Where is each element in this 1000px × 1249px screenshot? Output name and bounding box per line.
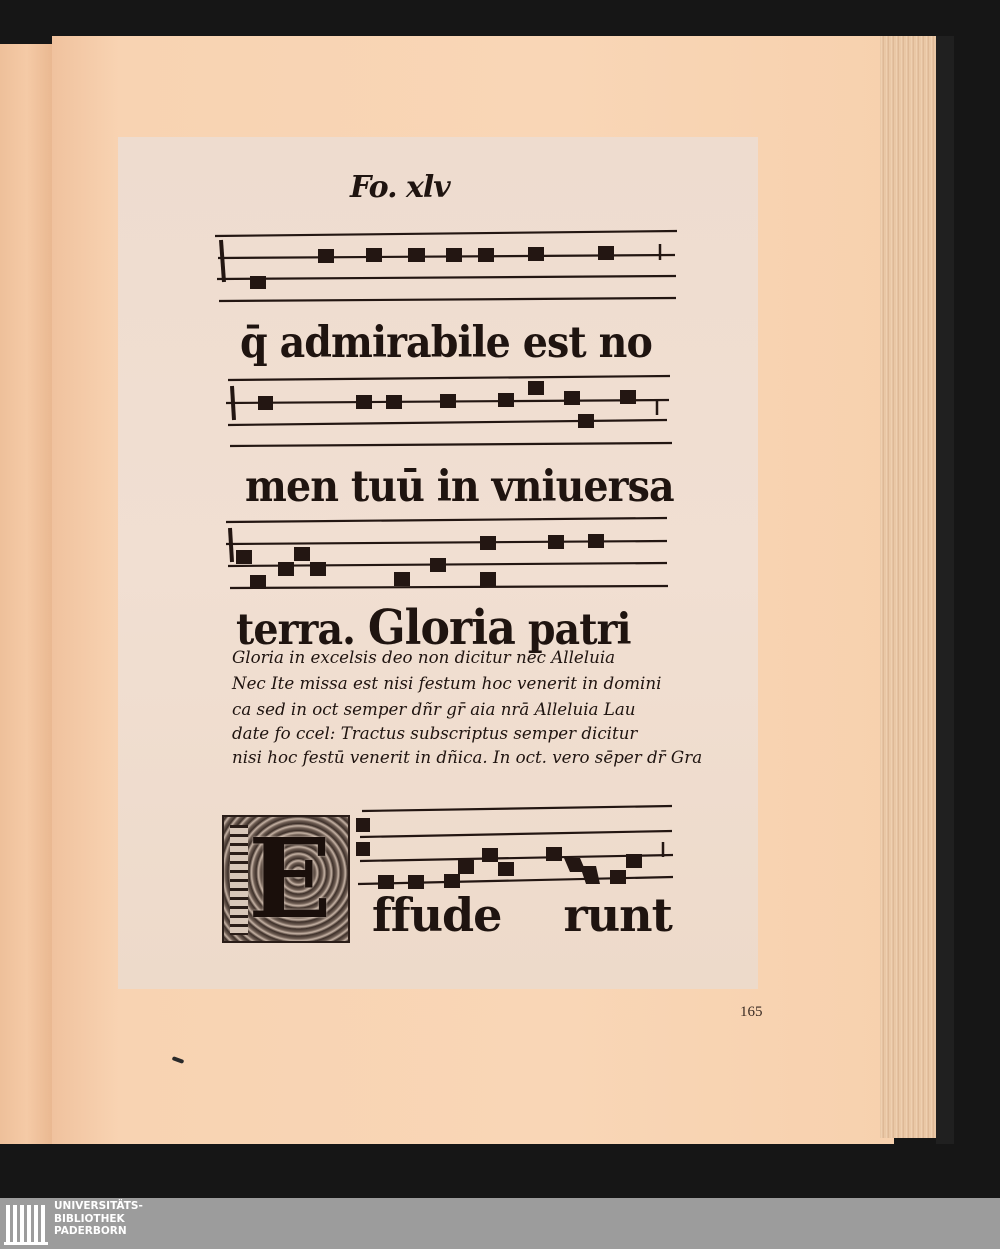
rubric-line-1: Gloria in excelsis deo non dicitur nec Alleluia [232, 648, 616, 668]
rubric-line-5: nisi hoc festū venerit in dñica. In oct. vero sēper dr̄ Gra [232, 748, 703, 768]
library-footer-bar [0, 1198, 1000, 1249]
staff-1 [215, 231, 677, 301]
staff-1-notes [250, 246, 614, 289]
library-name-line-2: BIBLIOTHEK [54, 1212, 125, 1225]
library-name [54, 1200, 143, 1238]
page-number: 165 [740, 1004, 763, 1020]
rubric-line-4: date fo ccel: Tractus subscriptus semper dicitur [232, 724, 638, 744]
folio-header: Fo. xlv [350, 170, 450, 205]
library-name-line-1: UNIVERSITÄTS- [54, 1200, 143, 1212]
university-library-logo-icon [4, 1201, 48, 1246]
library-name-line-3: PADERBORN [54, 1225, 127, 1237]
chant-lyric-line-2: men tuū in vniuersa [245, 462, 674, 512]
chant-lyric-line-1: q̄ admirabile est no [240, 318, 652, 368]
rubric-line-3: ca sed in oct semper dñr gr̄ aia nrā Alleluia Lau [232, 700, 636, 720]
staff-3 [226, 518, 668, 588]
initial-letter: E [248, 814, 332, 943]
chant-lyric-line-4 [372, 888, 672, 942]
staff-2 [226, 376, 672, 446]
lyric-word-gloria: Gloria [367, 600, 515, 656]
lyric-word-ffude: ffude [372, 888, 502, 942]
initial-pillar-ornament [230, 825, 248, 935]
staff-2-notes [258, 381, 636, 428]
illuminated-initial [222, 815, 350, 943]
lyric-word-runt: runt [563, 888, 672, 942]
lyric-word-patri: patri [514, 605, 631, 655]
lyric-word-terra: terra. [236, 605, 368, 655]
rubric-line-2: Nec Ite missa est nisi festum hoc venerit in domini [232, 674, 662, 694]
